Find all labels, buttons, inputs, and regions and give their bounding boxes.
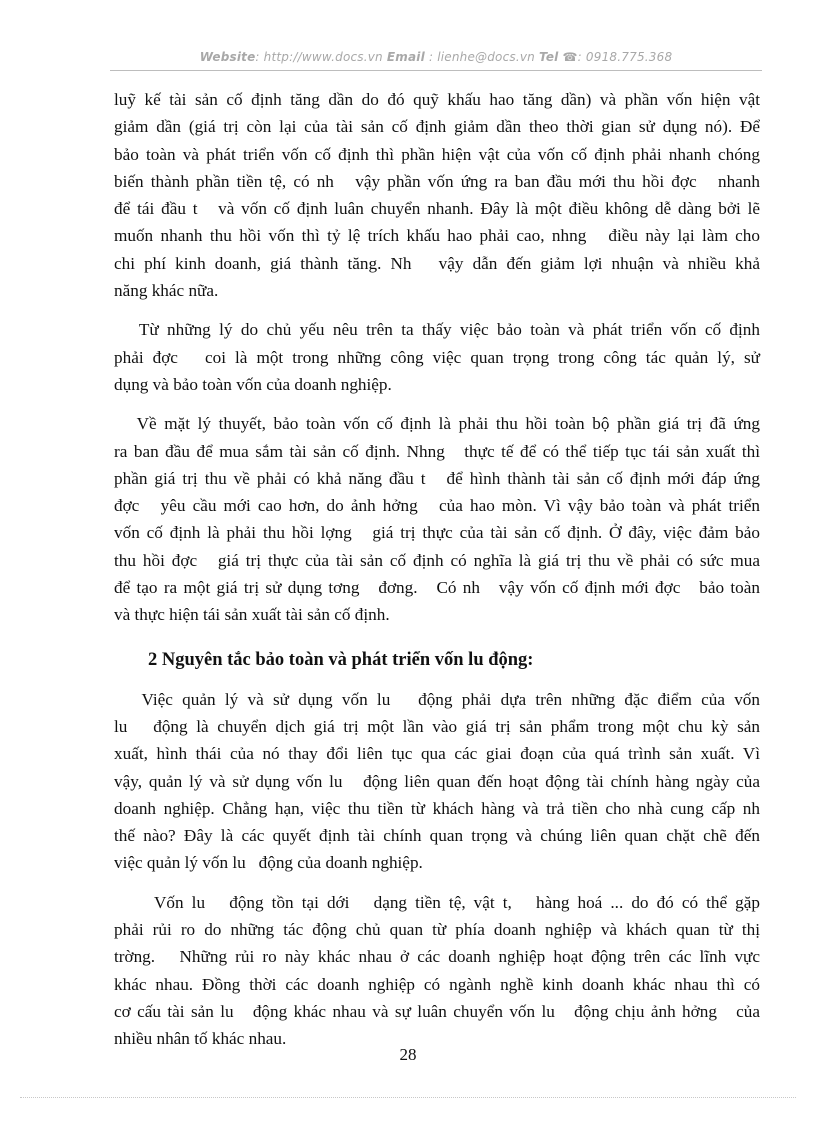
text-line: Về mặt lý thuyết, bảo toàn vốn cố định là phải thu hồi toàn bộ phần giá trị đã ứng: [114, 414, 760, 434]
paragraph-5: [114, 889, 760, 1053]
text-line: vốn cố định là phải thu hồi lợng giá trị thực của tài sản cố định. Ở đây, việc đảm bảo: [114, 523, 760, 543]
page-header: [110, 50, 762, 64]
text-line: Việc quản lý và sử dụng vốn lu động phải dựa trên những đặc điểm của vốn: [114, 689, 760, 709]
text-line: vậy, quản lý và sử dụng vốn lu động liên quan đến hoạt động tài chính hàng ngày của: [114, 771, 760, 791]
text-line: và thực hiện tái sản xuất tài sản cố định.: [114, 605, 390, 625]
text-line: để tái đầu t và vốn cố định luân chuyển nhanh. Đây là một điều không dễ dàng bởi lẽ: [114, 199, 760, 219]
phone-icon: ☎: [562, 50, 578, 64]
footer-divider: [20, 1097, 796, 1098]
text-line: đợc yêu cầu mới cao hơn, do ảnh hởng của hao mòn. Vì vậy bảo toàn và phát triển: [114, 496, 760, 516]
text-line: dụng và bảo toàn vốn của doanh nghiệp.: [114, 374, 392, 394]
text-line: việc quản lý vốn lu động của doanh nghiệp.: [114, 853, 423, 873]
email-value: : lienhe@docs.vn: [428, 50, 535, 64]
header-divider: [110, 70, 762, 71]
text-line: muốn nhanh thu hồi vốn thì tỷ lệ trích khấu hao phải cao, nhng điều này lại làm cho: [114, 226, 760, 246]
text-line: thu hồi đợc giá trị thực của tài sản cố định có nghĩa là giá trị thu về phải có sức mua: [114, 550, 760, 570]
tel-value: : 0918.775.368: [577, 50, 673, 64]
text-line: giảm dần (giá trị còn lại của tài sản cố định giảm dần theo thời gian sử dụng nó). Để: [114, 117, 760, 137]
tel-label: Tel: [539, 50, 559, 64]
text-line: thế nào? Đây là các quyết định tài chính quan trọng và chúng liên quan chặt chẽ đến: [114, 826, 760, 846]
text-line: để tạo ra một giá trị sử dụng tơng đơng. Có nh vậy vốn cố định mới đợc bảo toàn: [114, 578, 760, 598]
text-line: phải rủi ro do những tác động chủ quan từ phía doanh nghiệp và khách quan từ thị: [114, 920, 760, 940]
website-label: Website: [199, 50, 256, 64]
email-label: Email: [386, 50, 425, 64]
text-line: biến thành phần tiền tệ, có nh vậy phần vốn ứng ra ban đầu mới thu hồi đợc nhanh: [114, 171, 760, 191]
website-value: : http://www.docs.vn: [255, 50, 383, 64]
text-line: lu động là chuyển dịch giá trị một lần vào giá trị sản phẩm trong một chu kỳ sản: [114, 716, 760, 736]
text-line: nhiều nhân tố khác nhau.: [114, 1029, 287, 1049]
text-line: chi phí kinh doanh, giá thành tăng. Nh vậy dẫn đến giảm lợi nhuận và nhiều khả: [114, 253, 760, 273]
section-heading: 2 Nguyên tắc bảo toàn và phát triển vốn lu động:: [148, 649, 534, 670]
text-line: năng khác nữa.: [114, 281, 219, 301]
paragraph-2: [114, 316, 760, 398]
text-line: phải đợc coi là một trong những công việc quan trọng trong công tác quản lý, sử: [114, 347, 760, 367]
text-line: khác nhau. Đồng thời các doanh nghiệp có ngành nghề kinh doanh khác nhau thì có: [114, 974, 760, 994]
text-line: xuất, hình thái của nó thay đổi liên tục qua các giai đoạn của quá trình sản xuất. Vì: [114, 744, 760, 764]
body-text: [114, 86, 760, 1053]
paragraph-3: [114, 410, 760, 628]
text-line: Vốn lu động tồn tại dới dạng tiền tệ, vật t, hàng hoá ... do đó có thể gặp: [114, 892, 760, 912]
text-line: bảo toàn và phát triển vốn cố định thì phần hiện vật của vốn cố định phải nhanh chóng: [114, 144, 760, 164]
page-number: 28: [399, 1045, 417, 1064]
text-line: luỹ kế tài sản cố định tăng dần do đó quỹ khấu hao tăng dần) và phần vốn hiện vật: [114, 90, 760, 109]
text-line: doanh nghiệp. Chẳng hạn, việc thu tiền từ khách hàng và trả tiền cho nhà cung cấp nh: [114, 798, 760, 818]
text-line: phần giá trị thu về phải có khả năng đầu t để hình thành tài sản cố định mới đáp ứng: [114, 468, 760, 488]
paragraph-4: [114, 686, 760, 877]
text-line: Từ những lý do chủ yếu nêu trên ta thấy việc bảo toàn và phát triển vốn cố định: [114, 320, 760, 340]
text-line: trờng. Những rủi ro này khác nhau ở các doanh nghiệp hoạt động trên các lĩnh vực: [114, 947, 760, 967]
paragraph-1: [114, 86, 760, 304]
text-line: ra ban đầu để mua sắm tài sản cố định. Nhng thực tế để có thể tiếp tục tái sản xuất thì: [114, 441, 760, 461]
text-line: cơ cấu tài sản lu động khác nhau và sự luân chuyển vốn lu động chịu ảnh hởng của: [114, 1001, 760, 1021]
